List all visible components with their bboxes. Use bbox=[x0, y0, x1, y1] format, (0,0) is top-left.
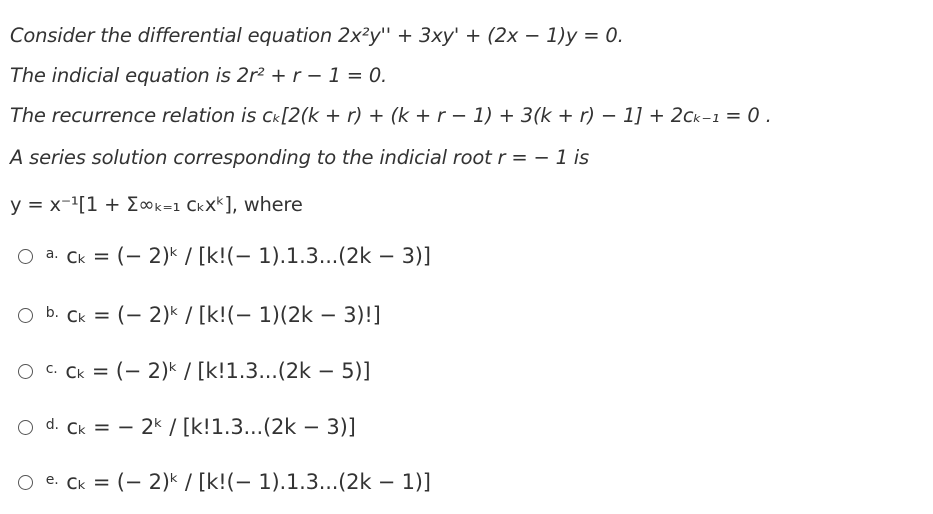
option-e[interactable] bbox=[18, 470, 431, 495]
option-label: e. bbox=[45, 472, 59, 488]
option-c[interactable] bbox=[18, 359, 370, 384]
option-text: cₖ = (− 2)ᵏ / [k!(− 1).1.3...(2k − 1)] bbox=[66, 470, 431, 494]
option-label: a. bbox=[45, 246, 59, 262]
radio-a-icon[interactable] bbox=[18, 249, 33, 264]
option-label: d. bbox=[45, 417, 59, 433]
option-label: b. bbox=[45, 305, 59, 321]
question-line-recurrence: The recurrence relation is cₖ[2(k + r) + (k + r − 1) + 3(k + r) − 1] + 2cₖ₋₁ = 0 . bbox=[10, 104, 772, 127]
question-line-equation: Consider the differential equation 2x²y'' + 3xy' + (2x − 1)y = 0. bbox=[10, 24, 624, 47]
option-text: cₖ = (− 2)ᵏ / [k!(− 1)(2k − 3)!] bbox=[66, 303, 381, 327]
radio-c-icon[interactable] bbox=[18, 364, 33, 379]
option-a[interactable] bbox=[18, 244, 431, 269]
option-text: cₖ = − 2ᵏ / [k!1.3...(2k − 3)] bbox=[66, 415, 356, 439]
option-text: cₖ = (− 2)ᵏ / [k!(− 1).1.3...(2k − 3)] bbox=[66, 244, 431, 268]
option-d[interactable] bbox=[18, 415, 356, 440]
question-line-indicial: The indicial equation is 2r² + r − 1 = 0. bbox=[10, 64, 388, 87]
option-b[interactable] bbox=[18, 303, 381, 328]
question-line-series-solution: y = x⁻¹[1 + Σ∞ₖ₌₁ cₖxᵏ], where bbox=[10, 193, 303, 216]
radio-b-icon[interactable] bbox=[18, 308, 33, 323]
question-line-series-intro: A series solution corresponding to the indicial root r = − 1 is bbox=[10, 146, 589, 169]
option-label: c. bbox=[45, 361, 58, 377]
option-text: cₖ = (− 2)ᵏ / [k!1.3...(2k − 5)] bbox=[65, 359, 371, 383]
radio-d-icon[interactable] bbox=[18, 420, 33, 435]
radio-e-icon[interactable] bbox=[18, 475, 33, 490]
